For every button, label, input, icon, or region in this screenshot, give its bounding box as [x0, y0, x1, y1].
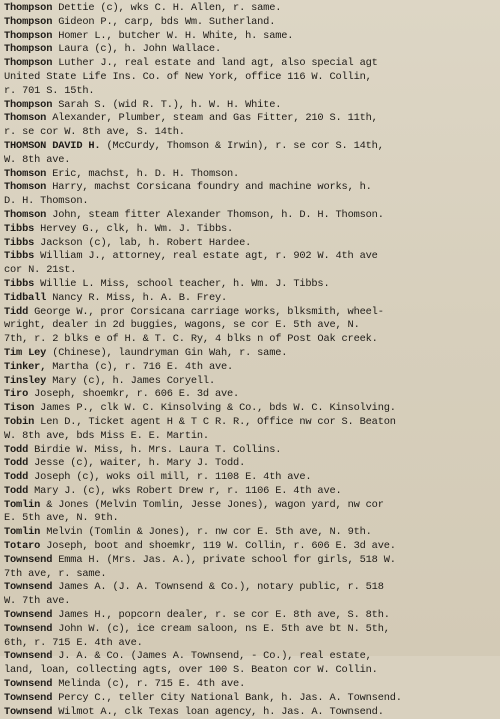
- entry-text: Luther J., real estate and land agt, also special agt: [52, 57, 378, 70]
- directory-entry: [4, 485, 496, 499]
- entry-line: [4, 168, 496, 182]
- entry-line: [4, 264, 496, 278]
- entry-text: Emma H. (Mrs. Jas. A.), private school for girls, 518 W.: [52, 553, 396, 566]
- directory-entry: [4, 347, 496, 361]
- entry-line: [4, 112, 496, 126]
- directory-entry: [4, 499, 496, 527]
- directory-entry: [4, 181, 496, 209]
- directory-entry: [4, 609, 496, 623]
- entry-line: [4, 16, 496, 30]
- entry-text: Mary J. (c), wks Robert Drew r, r. 1106 E. 4th ave.: [28, 484, 342, 497]
- entry-line: [4, 678, 496, 692]
- directory-entry: [4, 375, 496, 389]
- entry-text: United State Life Ins. Co. of New York, office 116 W. Collin,: [4, 70, 372, 83]
- entry-text: Gideon P., carp, bds Wm. Sutherland.: [52, 15, 276, 28]
- entry-surname: Townsend: [4, 609, 53, 622]
- entry-surname: Tidd: [4, 305, 29, 318]
- entry-text: Joseph, shoemkr, r. 606 E. 3d ave.: [28, 388, 240, 401]
- entry-line: [4, 85, 496, 99]
- entry-text: Dettie (c), wks C. H. Allen, r. same.: [52, 2, 282, 14]
- entry-text: Laura (c), h. John Wallace.: [52, 43, 221, 56]
- entry-text: Melvin (Tomlin & Jones), r. nw cor E. 5th ave, N. 9th.: [40, 526, 372, 539]
- entry-line: [4, 99, 496, 113]
- directory-entries: [4, 2, 496, 719]
- entry-surname: Townsend: [4, 622, 53, 635]
- entry-text: (McCurdy, Thomson & Irwin), r. se cor S. 14th,: [100, 139, 384, 152]
- entry-text: E. 5th ave, N. 9th.: [4, 512, 119, 525]
- entry-surname: Todd: [4, 443, 29, 456]
- entry-surname: Todd: [4, 484, 29, 497]
- directory-entry: [4, 623, 496, 651]
- entry-line: [4, 706, 496, 719]
- entry-line: [4, 195, 496, 209]
- entry-text: George W., pror Corsicana carriage works, blksmith, wheel-: [28, 305, 384, 318]
- entry-surname: Townsend: [4, 678, 53, 691]
- entry-line: [4, 250, 496, 264]
- entry-surname: Townsend: [4, 581, 53, 594]
- entry-line: [4, 650, 496, 664]
- entry-line: [4, 692, 496, 706]
- entry-text: cor N. 21st.: [4, 264, 77, 277]
- entry-line: [4, 292, 496, 306]
- directory-entry: [4, 140, 496, 168]
- directory-entry: [4, 402, 496, 416]
- directory-entry: [4, 223, 496, 237]
- entry-text: W. 8th ave.: [4, 153, 71, 166]
- directory-entry: [4, 30, 496, 44]
- entry-line: [4, 43, 496, 57]
- entry-line: [4, 637, 496, 651]
- directory-entry: [4, 444, 496, 458]
- entry-text: Alexander, Plumber, steam and Gas Fitter, 210 S. 11th,: [46, 112, 378, 125]
- entry-text: wright, dealer in 2d buggies, wagons, se cor E. 5th ave, N.: [4, 319, 360, 332]
- entry-text: Hervey G., clk, h. Wm. J. Tibbs.: [34, 222, 234, 235]
- entry-text: James H., popcorn dealer, r. se cor E. 8th ave, S. 8th.: [52, 609, 390, 622]
- entry-surname: Townsend: [4, 650, 53, 663]
- entry-line: [4, 416, 496, 430]
- entry-line: [4, 471, 496, 485]
- directory-entry: [4, 361, 496, 375]
- directory-entry: [4, 416, 496, 444]
- directory-entry: [4, 99, 496, 113]
- directory-entry: [4, 471, 496, 485]
- entry-line: [4, 361, 496, 375]
- entry-surname: Thomson: [4, 181, 47, 194]
- entry-text: Sarah S. (wid R. T.), h. W. H. White.: [52, 98, 282, 111]
- entry-surname: Tibbs: [4, 222, 35, 235]
- entry-text: W. 8th ave, bds Miss E. E. Martin.: [4, 429, 209, 442]
- entry-line: [4, 540, 496, 554]
- entry-line: [4, 457, 496, 471]
- entry-text: John W. (c), ice cream saloon, ns E. 5th ave bt N. 5th,: [52, 622, 390, 635]
- entry-surname: Thompson: [4, 2, 53, 14]
- directory-entry: [4, 209, 496, 223]
- entry-surname: Tobin: [4, 415, 35, 428]
- entry-line: [4, 485, 496, 499]
- entry-surname: Thomson: [4, 167, 47, 180]
- directory-entry: [4, 554, 496, 582]
- entry-surname: Tiro: [4, 388, 29, 401]
- directory-entry: [4, 540, 496, 554]
- entry-text: Jesse (c), waiter, h. Mary J. Todd.: [28, 457, 246, 470]
- entry-line: [4, 609, 496, 623]
- entry-line: [4, 306, 496, 320]
- directory-entry: [4, 650, 496, 678]
- directory-entry: [4, 388, 496, 402]
- entry-text: Harry, machst Corsicana foundry and machine works, h.: [46, 181, 372, 194]
- directory-entry: [4, 581, 496, 609]
- entry-text: Len D., Ticket agent H & T C R. R., Office nw cor S. Beaton: [34, 415, 396, 428]
- entry-line: [4, 581, 496, 595]
- entry-line: [4, 402, 496, 416]
- entry-line: [4, 554, 496, 568]
- entry-surname: Townsend: [4, 705, 53, 718]
- entry-surname: Tison: [4, 402, 35, 415]
- entry-text: Willie L. Miss, school teacher, h. Wm. J. Tibbs.: [34, 277, 330, 290]
- entry-text: William J., attorney, real estate agt, r. 902 W. 4th ave: [34, 250, 378, 263]
- directory-entry: [4, 237, 496, 251]
- entry-line: [4, 237, 496, 251]
- entry-line: [4, 347, 496, 361]
- entry-line: [4, 71, 496, 85]
- entry-text: James P., clk W. C. Kinsolving & Co., bds W. C. Kinsolving.: [34, 402, 396, 415]
- entry-text: 6th, r. 715 E. 4th ave.: [4, 636, 143, 649]
- entry-line: [4, 30, 496, 44]
- directory-entry: [4, 526, 496, 540]
- entry-text: & Jones (Melvin Tomlin, Jesse Jones), wagon yard, nw cor: [40, 498, 384, 511]
- entry-surname: Thompson: [4, 98, 53, 111]
- directory-entry: [4, 457, 496, 471]
- entry-text: Martha (c), r. 716 E. 4th ave.: [46, 360, 234, 373]
- entry-text: Nancy R. Miss, h. A. B. Frey.: [46, 291, 228, 304]
- directory-entry: [4, 692, 496, 706]
- entry-line: [4, 430, 496, 444]
- entry-surname: Tibbs: [4, 277, 35, 290]
- entry-text: (Chinese), laundryman Gin Wah, r. same.: [46, 346, 288, 359]
- entry-line: [4, 388, 496, 402]
- entry-surname: Thomson: [4, 112, 47, 125]
- entry-surname: Tibbs: [4, 250, 35, 263]
- entry-line: [4, 333, 496, 347]
- entry-text: Joseph, boot and shoemkr, 119 W. Collin, r. 606 E. 3d ave.: [40, 540, 396, 553]
- entry-surname: Tomlin: [4, 498, 41, 511]
- entry-text: Birdie W. Miss, h. Mrs. Laura T. Collins.: [28, 443, 282, 456]
- entry-line: [4, 126, 496, 140]
- entry-line: [4, 568, 496, 582]
- directory-entry: [4, 16, 496, 30]
- entry-line: [4, 375, 496, 389]
- entry-line: [4, 499, 496, 513]
- directory-entry: [4, 112, 496, 140]
- entry-text: Percy C., teller City National Bank, h. Jas. A. Townsend.: [52, 691, 402, 704]
- directory-entry: [4, 250, 496, 278]
- entry-surname: Townsend: [4, 553, 53, 566]
- entry-surname: Thompson: [4, 43, 53, 56]
- entry-text: J. A. & Co. (James A. Townsend, - Co.), real estate,: [52, 650, 372, 663]
- entry-surname: Thompson: [4, 29, 53, 42]
- directory-entry: [4, 57, 496, 98]
- entry-text: W. 7th ave.: [4, 595, 71, 608]
- directory-entry: [4, 306, 496, 347]
- entry-surname: Thomson: [4, 208, 47, 221]
- directory-entry: [4, 278, 496, 292]
- entry-line: [4, 526, 496, 540]
- entry-line: [4, 154, 496, 168]
- entry-text: land, loan, collecting agts, over 100 S. Beaton cor W. Collin.: [4, 664, 378, 677]
- entry-text: John, steam fitter Alexander Thomson, h. D. H. Thomson.: [46, 208, 384, 221]
- entry-surname: Tinsley: [4, 374, 47, 387]
- entry-surname: Tim Ley: [4, 346, 47, 359]
- entry-surname: Totaro: [4, 540, 41, 553]
- entry-line: [4, 181, 496, 195]
- entry-line: [4, 278, 496, 292]
- directory-entry: [4, 43, 496, 57]
- entry-surname: Tomlin: [4, 526, 41, 539]
- entry-surname: Thompson: [4, 15, 53, 28]
- directory-entry: [4, 168, 496, 182]
- entry-line: [4, 223, 496, 237]
- entry-surname: Townsend: [4, 691, 53, 704]
- entry-line: [4, 444, 496, 458]
- directory-entry: [4, 292, 496, 306]
- entry-text: D. H. Thomson.: [4, 195, 89, 208]
- entry-text: r. 701 S. 15th.: [4, 84, 95, 97]
- entry-text: Eric, machst, h. D. H. Thomson.: [46, 167, 240, 180]
- entry-text: Homer L., butcher W. H. White, h. same.: [52, 29, 294, 42]
- directory-entry: [4, 706, 496, 719]
- entry-text: Joseph (c), woks oil mill, r. 1108 E. 4th ave.: [28, 471, 312, 484]
- entry-line: [4, 512, 496, 526]
- entry-text: Mary (c), h. James Coryell.: [46, 374, 215, 387]
- entry-line: [4, 140, 496, 154]
- entry-line: [4, 664, 496, 678]
- entry-line: [4, 2, 496, 16]
- entry-text: Wilmot A., clk Texas loan agency, h. Jas. A. Townsend.: [52, 705, 384, 718]
- entry-text: James A. (J. A. Townsend & Co.), notary public, r. 518: [52, 581, 384, 594]
- directory-entry: [4, 678, 496, 692]
- entry-text: 7th ave, r. same.: [4, 567, 107, 580]
- entry-surname: Tinker,: [4, 360, 47, 373]
- entry-line: [4, 57, 496, 71]
- entry-line: [4, 319, 496, 333]
- entry-surname: Tibbs: [4, 236, 35, 249]
- entry-line: [4, 595, 496, 609]
- entry-surname: THOMSON DAVID H.: [4, 139, 101, 152]
- directory-entry: [4, 2, 496, 16]
- entry-text: Melinda (c), r. 715 E. 4th ave.: [52, 678, 246, 691]
- entry-line: [4, 623, 496, 637]
- entry-line: [4, 209, 496, 223]
- entry-surname: Todd: [4, 471, 29, 484]
- entry-surname: Tidball: [4, 291, 47, 304]
- entry-text: r. se cor W. 8th ave, S. 14th.: [4, 126, 185, 139]
- entry-text: 7th, r. 2 blks e of H. & T. C. Ry, 4 blks n of Post Oak creek.: [4, 333, 378, 346]
- entry-text: Jackson (c), lab, h. Robert Hardee.: [34, 236, 252, 249]
- entry-surname: Thompson: [4, 57, 53, 70]
- entry-surname: Todd: [4, 457, 29, 470]
